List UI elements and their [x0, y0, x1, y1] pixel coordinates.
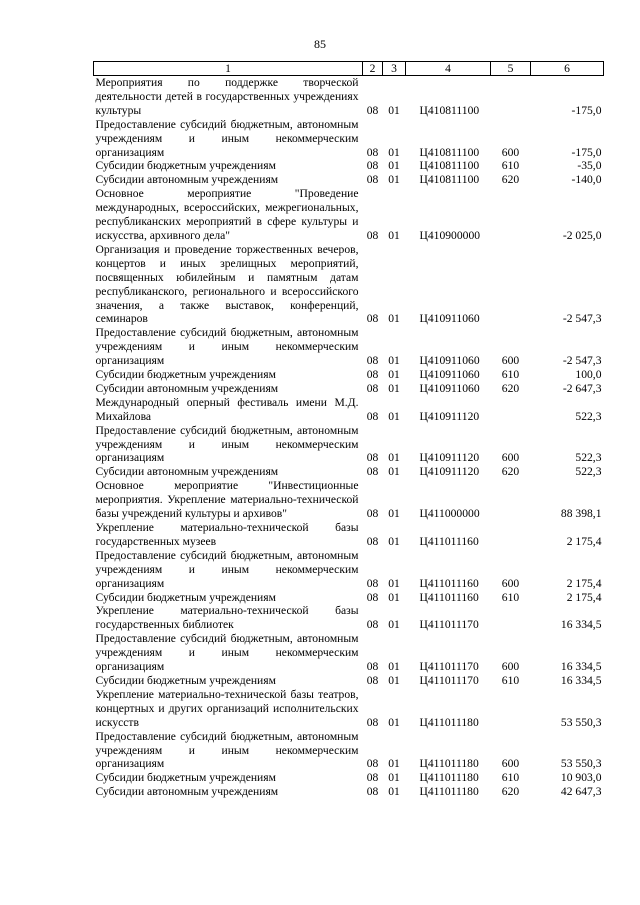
row-section-code: 08: [366, 771, 379, 785]
row-section-code: 08: [366, 618, 379, 632]
row-subsection-code: 01: [388, 507, 400, 521]
column-header: 2: [363, 62, 383, 76]
row-amount: 16 334,5: [560, 618, 602, 632]
row-name: Субсидии автономным учреждениям: [95, 465, 279, 479]
row-name: Предоставление субсидий бюджетным, автономным учреждениям и иным некоммерческим организациям: [95, 632, 359, 674]
table-row: [94, 118, 604, 160]
row-target-code: Ц411011160: [419, 590, 479, 604]
row-amount: 2 175,4: [566, 576, 602, 590]
row-expense-type: 610: [501, 771, 520, 785]
row-target-code: Ц410811100: [419, 159, 480, 173]
row-target-code: Ц411011180: [419, 715, 479, 729]
row-target-code: Ц410911060: [419, 312, 480, 326]
row-subsection-code: 01: [388, 757, 400, 771]
row-target-code: Ц411011180: [419, 771, 479, 785]
row-name: Укрепление материально-технической базы государственных библиотек: [95, 604, 359, 632]
row-section-code: 08: [366, 103, 379, 117]
row-target-code: Ц410911120: [419, 465, 480, 479]
row-subsection-code: 01: [388, 381, 400, 395]
row-amount: 10 903,0: [560, 771, 602, 785]
table-row: [94, 591, 604, 605]
row-amount: -2 547,3: [562, 354, 602, 368]
row-subsection-code: 01: [388, 771, 400, 785]
row-name: Субсидии бюджетным учреждениям: [95, 159, 276, 173]
table-row: [94, 243, 604, 326]
row-target-code: Ц410911120: [419, 409, 480, 423]
row-expense-type: [491, 243, 531, 326]
row-name: Субсидии бюджетным учреждениям: [95, 368, 276, 382]
row-amount: 522,3: [575, 465, 602, 479]
row-expense-type: [491, 396, 531, 424]
table-row: [94, 479, 604, 521]
row-subsection-code: 01: [388, 409, 400, 423]
row-section-code: 08: [366, 312, 379, 326]
row-expense-type: 620: [501, 173, 520, 187]
row-subsection-code: 01: [388, 785, 400, 799]
row-expense-type: 600: [501, 354, 520, 368]
row-expense-type: [491, 187, 531, 243]
row-target-code: Ц411011170: [419, 618, 479, 632]
row-expense-type: [491, 604, 531, 632]
row-target-code: Ц411011180: [419, 757, 479, 771]
row-amount: 100,0: [575, 368, 602, 382]
row-name: Мероприятия по поддержке творческой деятельности детей в государственных учреждениях культуры: [95, 76, 359, 117]
row-amount: -175,0: [571, 145, 602, 159]
row-target-code: Ц411011160: [419, 576, 479, 590]
row-subsection-code: 01: [388, 103, 400, 117]
row-expense-type: 620: [501, 465, 520, 479]
table-row: [94, 521, 604, 549]
row-subsection-code: 01: [388, 312, 400, 326]
row-section-code: 08: [366, 590, 379, 604]
row-section-code: 08: [366, 173, 379, 187]
row-subsection-code: 01: [388, 159, 400, 173]
row-amount: 16 334,5: [560, 673, 602, 687]
row-amount: -35,0: [577, 159, 602, 173]
row-name: Субсидии бюджетным учреждениям: [95, 590, 276, 604]
row-name: Предоставление субсидий бюджетным, автономным учреждениям и иным некоммерческим организациям: [95, 423, 359, 465]
row-subsection-code: 01: [388, 173, 400, 187]
row-amount: 522,3: [575, 409, 602, 423]
table-row: [94, 674, 604, 688]
row-expense-type: 620: [501, 785, 520, 799]
row-amount: 88 398,1: [560, 507, 602, 521]
row-amount: -175,0: [571, 103, 602, 117]
row-subsection-code: 01: [388, 145, 400, 159]
row-target-code: Ц411011170: [419, 660, 479, 674]
column-header: 3: [383, 62, 406, 76]
row-subsection-code: 01: [388, 590, 400, 604]
row-amount: 2 175,4: [566, 534, 602, 548]
row-expense-type: 600: [501, 576, 520, 590]
row-section-code: 08: [366, 534, 379, 548]
row-name: Предоставление субсидий бюджетным, автономным учреждениям и иным некоммерческим организациям: [95, 117, 359, 159]
row-expense-type: [491, 688, 531, 730]
row-amount: 42 647,3: [560, 785, 602, 799]
row-section-code: 08: [366, 381, 379, 395]
row-subsection-code: 01: [388, 576, 400, 590]
table-row: [94, 76, 604, 118]
table-row: [94, 730, 604, 772]
row-target-code: Ц411000000: [419, 507, 480, 521]
row-amount: 53 550,3: [560, 757, 602, 771]
row-target-code: Ц410911060: [419, 354, 480, 368]
row-name: Предоставление субсидий бюджетным, автономным учреждениям и иным некоммерческим организациям: [95, 729, 359, 771]
row-target-code: Ц410811100: [419, 145, 480, 159]
row-section-code: 08: [366, 785, 379, 799]
row-subsection-code: 01: [388, 660, 400, 674]
row-name: Субсидии автономным учреждениям: [95, 381, 279, 395]
row-expense-type: 600: [501, 757, 520, 771]
row-section-code: 08: [366, 673, 379, 687]
row-target-code: Ц410911120: [419, 451, 480, 465]
table-row: [94, 159, 604, 173]
row-target-code: Ц410900000: [419, 228, 481, 242]
row-subsection-code: 01: [388, 451, 400, 465]
row-amount: 522,3: [575, 451, 602, 465]
table-row: [94, 187, 604, 243]
table-header-row: [94, 62, 604, 76]
row-expense-type: [491, 76, 531, 118]
row-section-code: 08: [366, 228, 379, 242]
row-section-code: 08: [366, 576, 379, 590]
row-subsection-code: 01: [388, 618, 400, 632]
budget-table: [93, 61, 604, 799]
row-section-code: 08: [366, 715, 379, 729]
row-subsection-code: 01: [388, 673, 400, 687]
row-section-code: 08: [366, 451, 379, 465]
table-row: [94, 465, 604, 479]
row-expense-type: 600: [501, 451, 520, 465]
row-target-code: Ц411011170: [419, 673, 479, 687]
row-subsection-code: 01: [388, 368, 400, 382]
row-section-code: 08: [366, 145, 379, 159]
row-expense-type: 610: [501, 368, 520, 382]
row-target-code: Ц411011160: [419, 534, 479, 548]
row-amount: 16 334,5: [560, 660, 602, 674]
column-header: 5: [491, 62, 531, 76]
table-row: [94, 382, 604, 396]
row-section-code: 08: [366, 159, 379, 173]
row-target-code: Ц410811100: [419, 173, 480, 187]
row-name: Субсидии бюджетным учреждениям: [95, 771, 276, 785]
row-section-code: 08: [366, 660, 379, 674]
table-row: [94, 368, 604, 382]
table-row: [94, 396, 604, 424]
row-amount: -140,0: [571, 173, 602, 187]
row-subsection-code: 01: [388, 534, 400, 548]
row-subsection-code: 01: [388, 354, 400, 368]
row-expense-type: [491, 521, 531, 549]
row-amount: 2 175,4: [566, 590, 602, 604]
row-section-code: 08: [366, 465, 379, 479]
row-name: Субсидии бюджетным учреждениям: [95, 673, 276, 687]
row-name: Предоставление субсидий бюджетным, автономным учреждениям и иным некоммерческим организациям: [95, 548, 359, 590]
row-subsection-code: 01: [388, 715, 400, 729]
row-name: Организация и проведение торжественных вечеров, концертов и иных зрелищных мероприятий, посвященных юбилейным и памятным датам республиканского, регионального и всероссийского значения, а также выставок, конференций, семинаров: [95, 242, 359, 326]
row-expense-type: 600: [501, 145, 520, 159]
row-expense-type: 620: [501, 381, 520, 395]
row-subsection-code: 01: [388, 228, 400, 242]
row-expense-type: 600: [501, 660, 520, 674]
row-section-code: 08: [366, 757, 379, 771]
row-target-code: Ц410911060: [419, 381, 480, 395]
row-name: Укрепление материально-технической базы театров, концертных и других организаций исполнительских искусств: [95, 687, 359, 729]
row-section-code: 08: [366, 409, 379, 423]
table-row: [94, 688, 604, 730]
row-name: Предоставление субсидий бюджетным, автономным учреждениям и иным некоммерческим организациям: [95, 326, 359, 368]
row-expense-type: 610: [501, 159, 520, 173]
row-name: Основное мероприятие "Инвестиционные мероприятия. Укрепление материально-технической базы учреждений культуры и архивов": [95, 479, 359, 521]
row-target-code: Ц410811100: [419, 103, 480, 117]
row-amount: 53 550,3: [560, 715, 602, 729]
column-header: 6: [531, 62, 604, 76]
table-row: [94, 173, 604, 187]
row-amount: -2 647,3: [562, 381, 602, 395]
row-name: Субсидии автономным учреждениям: [95, 173, 279, 187]
row-target-code: Ц411011180: [419, 785, 479, 799]
row-subsection-code: 01: [388, 465, 400, 479]
row-name: Основное мероприятие "Проведение международных, всероссийских, межрегиональных, республиканских мероприятий в сфере культуры и искусства, архивного дела": [95, 187, 359, 242]
page-number: 85: [314, 37, 326, 51]
row-section-code: 08: [366, 354, 379, 368]
table-row: [94, 549, 604, 591]
column-header: 1: [94, 62, 363, 76]
table-row: [94, 771, 604, 785]
row-section-code: 08: [366, 507, 379, 521]
row-expense-type: 610: [501, 673, 520, 687]
row-name: Укрепление материально-технической базы государственных музеев: [95, 521, 359, 548]
table-row: [94, 604, 604, 632]
row-expense-type: 610: [501, 590, 520, 604]
column-header: 4: [406, 62, 491, 76]
row-target-code: Ц410911060: [419, 368, 480, 382]
row-expense-type: [491, 479, 531, 521]
table-row: [94, 632, 604, 674]
row-name: Субсидии автономным учреждениям: [95, 785, 279, 799]
row-section-code: 08: [366, 368, 379, 382]
row-name: Международный оперный фестиваль имени М.Д. Михайлова: [95, 395, 359, 423]
row-amount: -2 547,3: [562, 312, 602, 326]
table-row: [94, 424, 604, 466]
table-row: [94, 326, 604, 368]
row-amount: -2 025,0: [562, 228, 602, 242]
table-row: [94, 785, 604, 799]
